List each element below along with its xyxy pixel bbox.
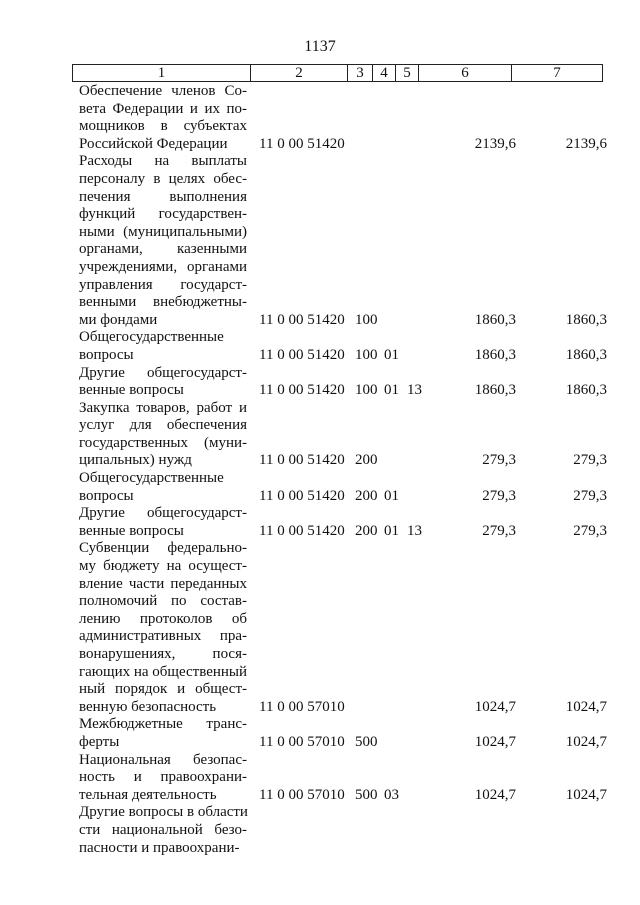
description-line: венные вопросы — [79, 382, 184, 399]
section: 01 — [384, 346, 399, 363]
description-line: Межбюджетные транс- — [79, 716, 247, 733]
table-row — [0, 505, 640, 540]
amount-col7: 279,3 — [573, 522, 607, 539]
column-header-6: 6 — [419, 65, 512, 82]
expense-type: 100 — [355, 346, 378, 363]
amount-col6: 279,3 — [482, 452, 516, 469]
description-line: Обеспечение членов Со- — [79, 83, 247, 99]
table-row — [0, 400, 640, 470]
row-description — [79, 329, 247, 364]
column-header-4: 4 — [373, 65, 396, 82]
row-description — [79, 716, 247, 751]
expense-type: 200 — [355, 522, 378, 539]
description-line: Российской Федерации — [79, 135, 228, 152]
amount-col6: 1860,3 — [474, 346, 516, 363]
expense-type: 200 — [355, 487, 378, 504]
amount-col6: 1024,7 — [474, 786, 516, 803]
amount-col6: 279,3 — [482, 522, 516, 539]
amount-col7: 1024,7 — [565, 786, 607, 803]
amount-col7: 1860,3 — [565, 382, 607, 399]
description-line: учреждениями, органами — [79, 258, 247, 275]
page-number: 1137 — [304, 38, 336, 55]
description-line: венные вопросы — [79, 522, 184, 539]
column-header-row — [72, 64, 603, 82]
description-line: сти национальной безо- — [79, 821, 247, 838]
description-line: административных пра- — [79, 628, 247, 645]
amount-col6: 1024,7 — [474, 698, 516, 715]
target-article-code: 11 0 00 51420 — [259, 452, 345, 469]
amount-col7: 279,3 — [573, 452, 607, 469]
table-row — [0, 540, 640, 716]
target-article-code: 11 0 00 57010 — [259, 733, 345, 750]
row-description — [79, 153, 247, 329]
row-description — [79, 365, 247, 400]
description-line: Другие общегосударст- — [79, 364, 247, 381]
table-row — [0, 365, 640, 400]
description-line: ми фондами — [79, 311, 158, 328]
description-line: Закупка товаров, работ и — [79, 399, 247, 416]
description-line: ципальных) нужд — [79, 452, 192, 469]
target-article-code: 11 0 00 51420 — [259, 522, 345, 539]
description-line: ными (муниципальными) — [79, 223, 247, 240]
subsection: 13 — [407, 382, 422, 399]
description-line: вонарушениях, пося- — [79, 646, 247, 662]
expense-type: 500 — [355, 733, 378, 750]
description-line: пасности и правоохрани- — [79, 839, 240, 856]
column-header-3: 3 — [348, 65, 373, 82]
target-article-code: 11 0 00 51420 — [259, 311, 345, 328]
description-line: венными внебюджетны- — [79, 294, 247, 311]
section: 01 — [384, 487, 399, 504]
section: 01 — [384, 382, 399, 399]
description-line: Расходы на выплаты — [79, 153, 247, 170]
amount-col6: 1860,3 — [474, 311, 516, 328]
description-line: Общегосударственные — [79, 329, 224, 346]
subsection: 13 — [407, 522, 422, 539]
description-line: вление части переданных — [79, 575, 247, 592]
table-row — [0, 83, 640, 153]
description-line: ный порядок и общест- — [79, 681, 247, 698]
column-header-1: 1 — [73, 65, 251, 82]
table-row — [0, 329, 640, 364]
section: 01 — [384, 522, 399, 539]
amount-col6: 1860,3 — [474, 382, 516, 399]
amount-col6: 1024,7 — [474, 733, 516, 750]
description-line: Другие общегосударст- — [79, 505, 247, 522]
expense-type: 100 — [355, 311, 378, 328]
table-row — [0, 470, 640, 505]
column-header-7: 7 — [512, 65, 603, 82]
expense-type: 500 — [355, 786, 378, 803]
expense-type: 200 — [355, 452, 378, 469]
description-line: венную безопасность — [79, 698, 217, 715]
description-line: управления государст- — [79, 276, 247, 293]
description-line: вопросы — [79, 487, 134, 504]
description-line: функций государствен- — [79, 206, 247, 223]
table-row — [0, 153, 640, 329]
description-line: государственных (муни- — [79, 434, 247, 451]
description-line: мощников в субъектах — [79, 118, 247, 135]
target-article-code: 11 0 00 57010 — [259, 698, 345, 715]
amount-col7: 1024,7 — [565, 733, 607, 750]
table-row — [0, 752, 640, 805]
table-row — [0, 716, 640, 751]
row-description — [79, 470, 247, 505]
description-line: персоналу в целях обес- — [79, 170, 247, 187]
description-line: вета Федерации и их по- — [79, 100, 247, 117]
description-line: органами, казенными — [79, 241, 247, 258]
row-description — [79, 505, 247, 540]
row-description — [79, 752, 247, 805]
amount-col6: 279,3 — [482, 487, 516, 504]
target-article-code: 11 0 00 51420 — [259, 382, 345, 399]
description-line: лению протоколов об — [79, 610, 247, 627]
amount-col6: 2139,6 — [474, 135, 516, 152]
description-line: ферты — [79, 733, 120, 750]
description-line: вопросы — [79, 346, 134, 363]
amount-col7: 1024,7 — [565, 698, 607, 715]
description-line: ность и правоохрани- — [79, 769, 247, 786]
target-article-code: 11 0 00 51420 — [259, 346, 345, 363]
amount-col7: 2139,6 — [565, 135, 607, 152]
row-description — [79, 540, 247, 716]
description-line: услуг для обеспечения — [79, 417, 247, 434]
column-header-5: 5 — [396, 65, 419, 82]
expense-type: 100 — [355, 382, 378, 399]
description-line: Общегосударственные — [79, 470, 224, 487]
row-description — [79, 83, 247, 153]
budget-table-body — [0, 83, 640, 857]
column-header-2: 2 — [251, 65, 348, 82]
amount-col7: 1860,3 — [565, 311, 607, 328]
table-row — [0, 804, 640, 857]
description-line: Субвенции федерально- — [79, 540, 247, 557]
row-description — [79, 400, 247, 470]
description-line: Другие вопросы в области — [79, 804, 248, 821]
amount-col7: 1860,3 — [565, 346, 607, 363]
section: 03 — [384, 786, 399, 803]
row-description — [79, 804, 247, 857]
target-article-code: 11 0 00 57010 — [259, 786, 345, 803]
target-article-code: 11 0 00 51420 — [259, 487, 345, 504]
target-article-code: 11 0 00 51420 — [259, 135, 345, 152]
description-line: полномочий по состав- — [79, 593, 247, 610]
amount-col7: 279,3 — [573, 487, 607, 504]
description-line: гающих на общественный — [79, 663, 248, 680]
description-line: му бюджету на осущест- — [79, 558, 247, 575]
description-line: тельная деятельность — [79, 786, 217, 803]
description-line: Национальная безопас- — [79, 751, 247, 768]
description-line: печения выполнения — [79, 188, 247, 205]
